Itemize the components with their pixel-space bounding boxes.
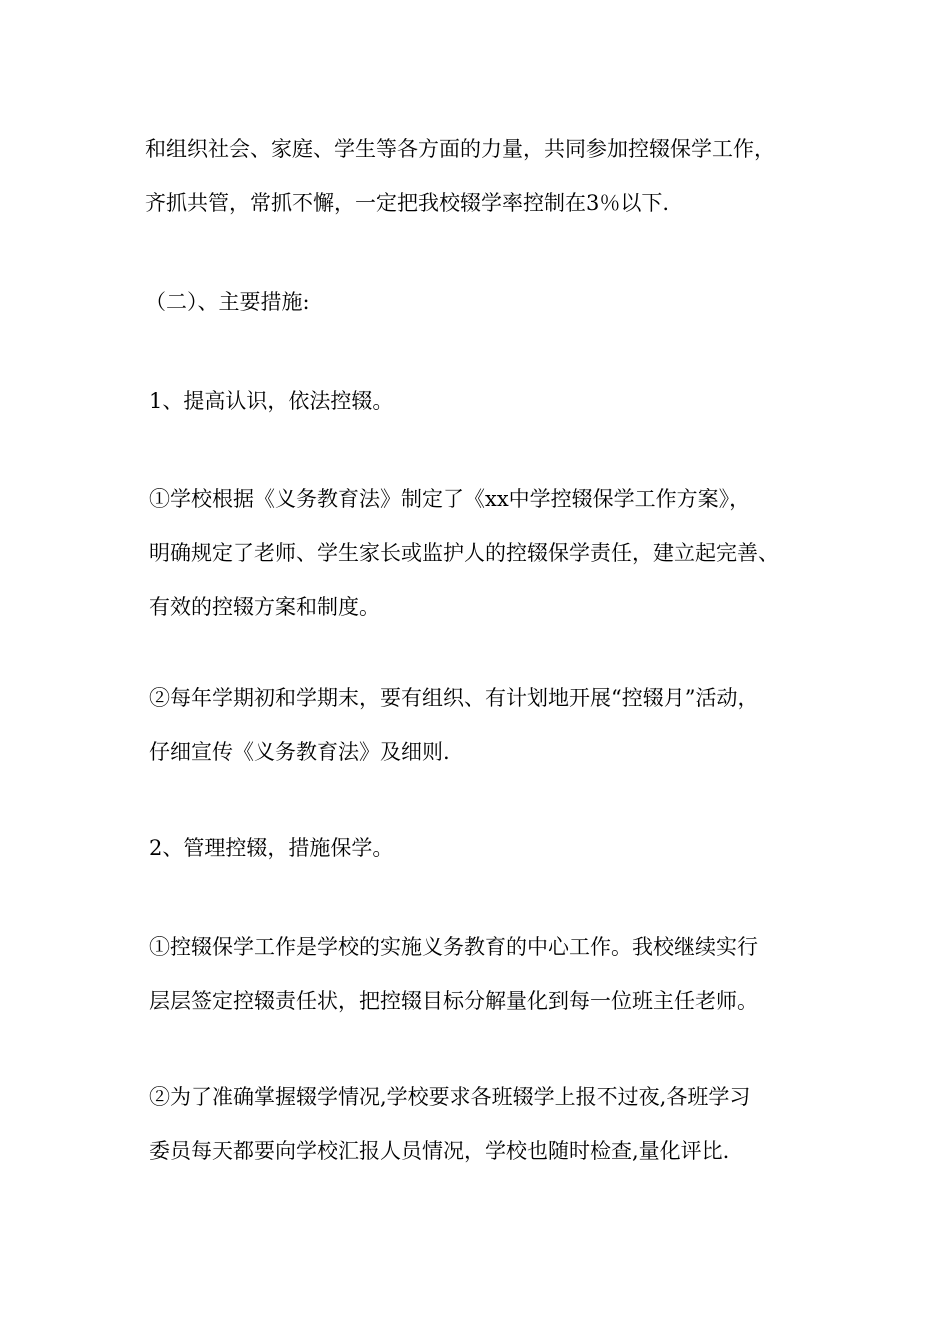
text-line: 层层签定控辍责任状，把控辍目标分解量化到每一位班主任老师。 <box>149 989 758 1013</box>
text-line: 明确规定了老师、学生家长或监护人的控辍保学责任，建立起完善、 <box>149 541 779 565</box>
text-line: ①控辍保学工作是学校的实施义务教育的中心工作。我校继续实行 <box>149 935 758 959</box>
text-line: 1、提高认识，依法控辍。 <box>149 389 394 413</box>
text-line: 齐抓共管，常抓不懈，一定把我校辍学率控制在3％以下. <box>145 191 670 215</box>
paragraph-item-2-point-1 <box>145 920 839 1028</box>
text-line: 委员每天都要向学校汇报人员情况，学校也随时检查,量化评比. <box>149 1139 730 1163</box>
text-line: （二）、主要措施: <box>145 290 310 314</box>
paragraph-item-1-point-1 <box>145 472 839 634</box>
paragraph-intro-continuation <box>145 122 835 230</box>
paragraph-item-1-point-2 <box>145 671 839 779</box>
text-line: ②为了准确掌握辍学情况,学校要求各班辍学上报不过夜,各班学习 <box>149 1085 751 1109</box>
text-line: 2、管理控辍，措施保学。 <box>149 836 394 860</box>
text-line: ①学校根据《义务教育法》制定了《xx中学控辍保学工作方案》， <box>149 487 751 511</box>
text-line: 和组织社会、家庭、学生等各方面的力量，共同参加控辍保学工作， <box>145 137 775 161</box>
item-heading-2 <box>145 821 839 875</box>
text-line: 仔细宣传《义务教育法》及细则. <box>149 740 450 764</box>
section-heading <box>145 275 835 329</box>
paragraph-item-2-point-2 <box>145 1070 839 1178</box>
text-line: ②每年学期初和学期末，要有组织、有计划地开展“控辍月”活动， <box>149 686 759 710</box>
item-heading-1 <box>145 374 839 428</box>
text-line: 有效的控辍方案和制度。 <box>149 595 380 619</box>
